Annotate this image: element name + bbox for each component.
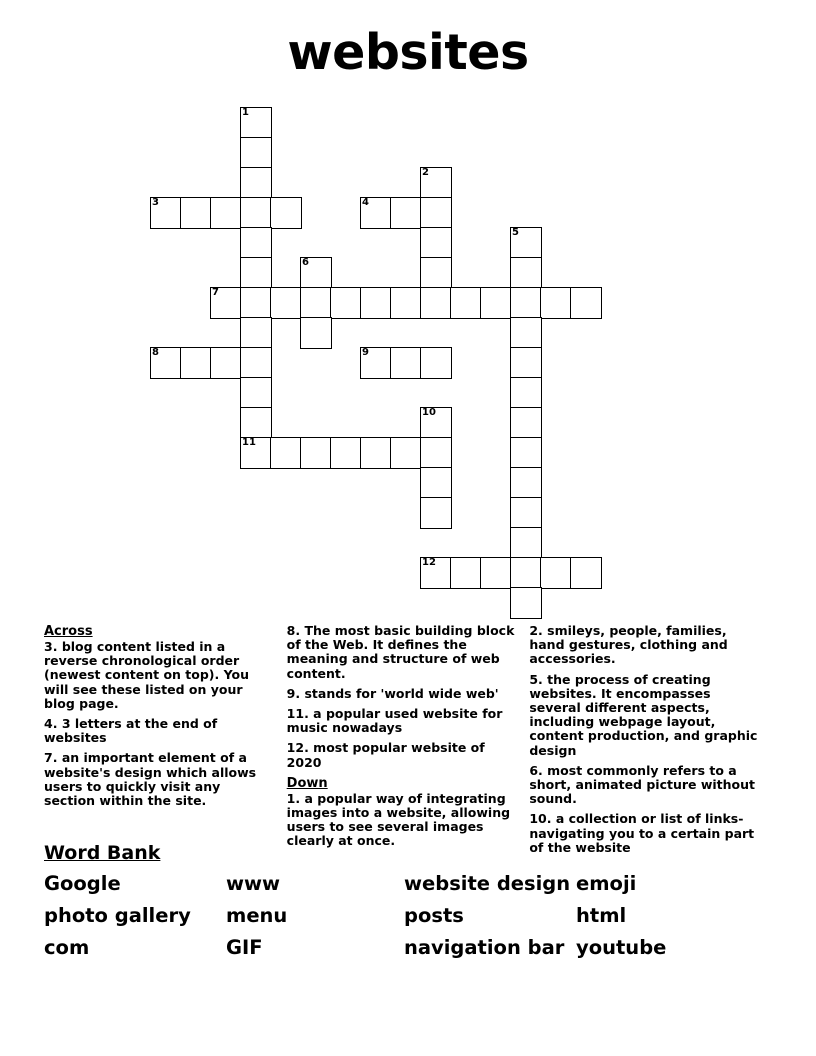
- grid-cell[interactable]: [360, 197, 392, 229]
- grid-cell[interactable]: [420, 557, 452, 589]
- grid-cell[interactable]: [360, 287, 392, 319]
- grid-cell[interactable]: [480, 287, 512, 319]
- grid-cell[interactable]: [420, 227, 452, 259]
- grid-cell[interactable]: [420, 467, 452, 499]
- grid-cell[interactable]: [510, 317, 542, 349]
- grid-cell[interactable]: [510, 227, 542, 259]
- clue-across-12: [287, 741, 518, 769]
- grid-cell[interactable]: [240, 137, 272, 169]
- grid-cell[interactable]: [450, 287, 482, 319]
- grid-cell[interactable]: [510, 527, 542, 559]
- grid-cell[interactable]: [240, 287, 272, 319]
- word-bank-item[interactable]: com: [44, 936, 90, 959]
- clue-across-7: [44, 751, 275, 808]
- grid-cell[interactable]: [390, 347, 422, 379]
- grid-cell[interactable]: [240, 257, 272, 289]
- grid-cell[interactable]: [300, 317, 332, 349]
- clue-number: 12.: [286, 740, 314, 756]
- cell-number-1: 1: [242, 107, 249, 118]
- grid-cell[interactable]: [300, 437, 332, 469]
- word-bank-item[interactable]: GIF: [226, 936, 263, 959]
- grid-cell[interactable]: [180, 347, 212, 379]
- grid-cell[interactable]: [510, 377, 542, 409]
- grid-cell[interactable]: [420, 347, 452, 379]
- cell-number-11: 11: [242, 437, 256, 448]
- clue-column-1: [44, 624, 287, 861]
- clue-number: 8.: [286, 623, 305, 638]
- cell-number-5: 5: [512, 227, 519, 238]
- grid-cell[interactable]: [270, 287, 302, 319]
- clue-text: most popular website of 2020: [286, 740, 485, 770]
- grid-cell[interactable]: [510, 257, 542, 289]
- clue-text: stands for 'world wide web': [304, 685, 499, 701]
- word-bank-list: [44, 872, 774, 959]
- page-title: websites: [287, 24, 529, 81]
- clue-down-2: [529, 624, 760, 667]
- clue-number: 7.: [44, 750, 62, 766]
- grid-cell[interactable]: [540, 557, 572, 589]
- grid-cell[interactable]: [330, 287, 362, 319]
- grid-cell[interactable]: [210, 287, 242, 319]
- clue-text: most commonly refers to a short, animated picture without sound.: [529, 762, 756, 807]
- down-clue-list-part2: [529, 624, 760, 855]
- grid-cell[interactable]: [510, 557, 542, 589]
- grid-cell[interactable]: [510, 407, 542, 439]
- word-bank-section: [44, 842, 774, 959]
- grid-cell[interactable]: [240, 197, 272, 229]
- clue-text: The most basic building block of the Web. It defines the meaning and structure of web content.: [286, 623, 515, 681]
- grid-cell[interactable]: [240, 317, 272, 349]
- grid-cell[interactable]: [240, 167, 272, 199]
- word-bank-item[interactable]: menu: [226, 904, 288, 927]
- grid-cell[interactable]: [270, 197, 302, 229]
- clue-text: smileys, people, families, hand gestures, clothing and accessories.: [529, 623, 728, 667]
- clue-number: 1.: [286, 790, 305, 806]
- clue-down-5: [529, 673, 760, 758]
- clue-down-1: [287, 792, 518, 849]
- across-clue-list-part1: [44, 640, 275, 808]
- clue-number: 3.: [44, 639, 62, 654]
- word-bank-item[interactable]: photo gallery: [44, 904, 191, 927]
- grid-cell[interactable]: [420, 197, 452, 229]
- grid-cell[interactable]: [390, 287, 422, 319]
- grid-cell[interactable]: [390, 197, 422, 229]
- clue-number: 10.: [529, 811, 556, 827]
- clue-across-11: [287, 707, 518, 735]
- grid-cell[interactable]: [360, 347, 392, 379]
- clue-text: an important element of a website's design which allows users to quickly visit any section within the site.: [44, 750, 257, 809]
- clue-text: a collection or list of links-navigating you to a certain part of the website: [529, 811, 755, 855]
- grid-cell[interactable]: [390, 437, 422, 469]
- grid-cell[interactable]: [150, 347, 182, 379]
- cell-number-10: 10: [422, 407, 436, 418]
- clues-section: [0, 624, 816, 861]
- clue-across-8: [287, 624, 518, 681]
- grid-cell[interactable]: [360, 437, 392, 469]
- grid-cell[interactable]: [240, 347, 272, 379]
- clue-across-3: [44, 640, 275, 711]
- clue-text: a popular way of integrating images into a website, allowing users to see several images clearly at once.: [286, 790, 511, 849]
- cell-number-3: 3: [152, 197, 159, 208]
- grid-cell[interactable]: [300, 257, 332, 289]
- down-heading: Down: [286, 775, 328, 791]
- grid-cell[interactable]: [510, 497, 542, 529]
- cell-number-2: 2: [422, 167, 429, 178]
- grid-cell[interactable]: [240, 377, 272, 409]
- grid-cell[interactable]: [420, 407, 452, 439]
- grid-cell[interactable]: [540, 287, 572, 319]
- across-clue-list-part2: [287, 624, 518, 770]
- word-bank-item[interactable]: youtube: [576, 936, 667, 959]
- word-bank-item[interactable]: emoji: [576, 872, 637, 895]
- grid-cell[interactable]: [510, 347, 542, 379]
- clue-column-3: [529, 624, 772, 861]
- grid-cell[interactable]: [180, 197, 212, 229]
- grid-cell[interactable]: [240, 227, 272, 259]
- cell-number-8: 8: [152, 347, 159, 358]
- grid-cell[interactable]: [270, 437, 302, 469]
- word-bank-item[interactable]: website design: [404, 872, 571, 895]
- grid-cell[interactable]: [240, 437, 272, 469]
- cell-number-6: 6: [302, 257, 309, 268]
- word-bank-item[interactable]: Google: [44, 872, 121, 895]
- grid-cell[interactable]: [570, 287, 602, 319]
- clue-text: a popular used website for music nowadays: [286, 706, 503, 736]
- grid-cell[interactable]: [240, 407, 272, 439]
- grid-cell[interactable]: [420, 287, 452, 319]
- across-heading: Across: [44, 624, 93, 639]
- grid-cell[interactable]: [420, 437, 452, 469]
- word-bank-item[interactable]: navigation bar: [404, 936, 565, 959]
- crossword-grid-container: [0, 100, 816, 630]
- clue-text: the process of creating websites. It encompasses several different aspects, including webpage layout, content production, and graphic design: [529, 671, 758, 758]
- clue-number: 5.: [529, 671, 548, 687]
- grid-cell[interactable]: [510, 287, 542, 319]
- grid-cell[interactable]: [570, 557, 602, 589]
- grid-cell[interactable]: [210, 347, 242, 379]
- clue-number: 2.: [529, 623, 548, 638]
- clue-number: 9.: [286, 685, 305, 701]
- cell-number-7: 7: [212, 287, 219, 298]
- clue-number: 4.: [44, 716, 62, 732]
- clue-column-2: [287, 624, 530, 861]
- grid-cell[interactable]: [420, 167, 452, 199]
- word-bank-item[interactable]: posts: [404, 904, 464, 927]
- grid-cell[interactable]: [300, 287, 332, 319]
- grid-cell[interactable]: [420, 257, 452, 289]
- clue-text: 3 letters at the end of websites: [44, 716, 218, 746]
- grid-cell[interactable]: [510, 437, 542, 469]
- cell-number-12: 12: [422, 557, 436, 568]
- grid-cell[interactable]: [510, 587, 542, 619]
- grid-cell[interactable]: [450, 557, 482, 589]
- clue-across-9: [287, 687, 518, 701]
- down-clue-list-part1: [287, 792, 518, 849]
- cell-number-4: 4: [362, 197, 369, 208]
- clue-number: 11.: [286, 706, 314, 722]
- crossword-grid[interactable]: [0, 100, 816, 630]
- clue-number: 6.: [529, 762, 548, 778]
- grid-cell[interactable]: [330, 437, 362, 469]
- grid-cell[interactable]: [150, 197, 182, 229]
- grid-cell[interactable]: [480, 557, 512, 589]
- clue-across-4: [44, 717, 275, 745]
- word-bank-item[interactable]: html: [576, 904, 627, 927]
- grid-cell[interactable]: [510, 467, 542, 499]
- grid-cell[interactable]: [240, 107, 272, 139]
- grid-cell[interactable]: [210, 197, 242, 229]
- grid-cell[interactable]: [420, 497, 452, 529]
- clue-down-6: [529, 764, 760, 807]
- cell-number-9: 9: [362, 347, 369, 358]
- word-bank-item[interactable]: www: [226, 872, 281, 895]
- word-bank-title: Word Bank: [44, 842, 161, 864]
- clue-text: blog content listed in a reverse chronological order (newest content on top). You will see these listed on your blog page.: [44, 639, 250, 711]
